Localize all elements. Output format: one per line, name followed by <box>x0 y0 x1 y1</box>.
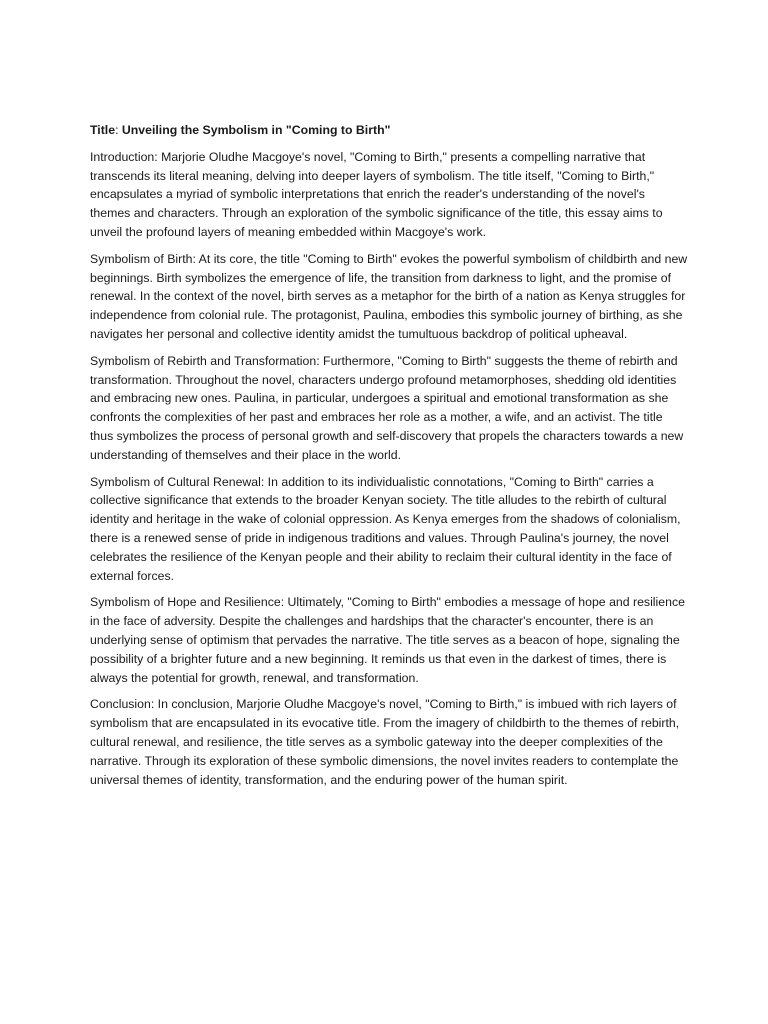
paragraph-introduction: Introduction: Marjorie Oludhe Macgoye's novel, "Coming to Birth," presents a compelling narrative that transcends its literal meaning, delving into deeper layers of symbolism. The title itself, "Coming to Birth," encapsulates a myriad of symbolic interpretations that enrich the reader's understanding of the novel's themes and characters. Through an exploration of the symbolic significance of the title, this essay aims to unveil the profound layers of meaning embedded within Macgoye's work. <box>90 149 663 239</box>
paragraph-hope-resilience: Symbolism of Hope and Resilience: Ultimately, "Coming to Birth" embodies a message of hope and resilience in the face of adversity. Despite the challenges and hardships that the character's encounter, there is an underlying sense of optimism that pervades the narrative. The title serves as a beacon of hope, signaling the possibility of a brighter future and a new beginning. It reminds us that even in the darkest of times, there is always the potential for growth, renewal, and transformation. <box>90 595 685 685</box>
paragraph-cultural-renewal: Symbolism of Cultural Renewal: In addition to its individualistic connotations, "Coming to Birth" carries a collective significance that extends to the broader Kenyan society. The title alludes to the rebirth of cultural identity and heritage in the wake of colonial oppression. As Kenya emerges from the shadows of colonialism, there is a renewed sense of pride in indigenous traditions and values. Through Paulina's journey, the novel celebrates the resilience of the Kenyan people and their ability to reclaim their cultural identity in the face of external forces. <box>90 474 681 583</box>
title-text: Unveiling the Symbolism in "Coming to Birth" <box>121 123 391 137</box>
document-page <box>90 121 688 797</box>
title-separator: : <box>115 123 122 137</box>
paragraph-symbolism-of-birth: Symbolism of Birth: At its core, the title "Coming to Birth" evokes the powerful symbolism of childbirth and new beginnings. Birth symbolizes the emergence of life, the transition from darkness to light, and the promise of renewal. In the context of the novel, birth serves as a metaphor for the birth of a nation as Kenya struggles for independence from colonial rule. The protagonist, Paulina, embodies this symbolic journey of birthing, as she navigates her personal and collective identity amidst the tumultuous backdrop of political upheaval. <box>90 251 688 341</box>
paragraph-rebirth-transformation: Symbolism of Rebirth and Transformation: Furthermore, "Coming to Birth" suggests the theme of rebirth and transformation. Throughout the novel, characters undergo profound metamorphoses, shedding old identities and embracing new ones. Paulina, in particular, undergoes a spiritual and emotional transformation as she confronts the complexities of her past and embraces her role as a mother, a wife, and an activist. The title thus symbolizes the process of personal growth and self-discovery that propels the characters towards a new understanding of themselves and their place in the world. <box>90 353 684 462</box>
paragraph-conclusion: Conclusion: In conclusion, Marjorie Oludhe Macgoye's novel, "Coming to Birth," is imbued with rich layers of symbolism that are encapsulated in its evocative title. From the imagery of childbirth to the themes of rebirth, cultural renewal, and resilience, the title serves as a symbolic gateway into the deeper complexities of the narrative. Through its exploration of these symbolic dimensions, the novel invites readers to contemplate the universal themes of identity, transformation, and the enduring power of the human spirit. <box>90 697 680 787</box>
document-title <box>90 121 688 140</box>
title-label: Title <box>90 123 116 137</box>
